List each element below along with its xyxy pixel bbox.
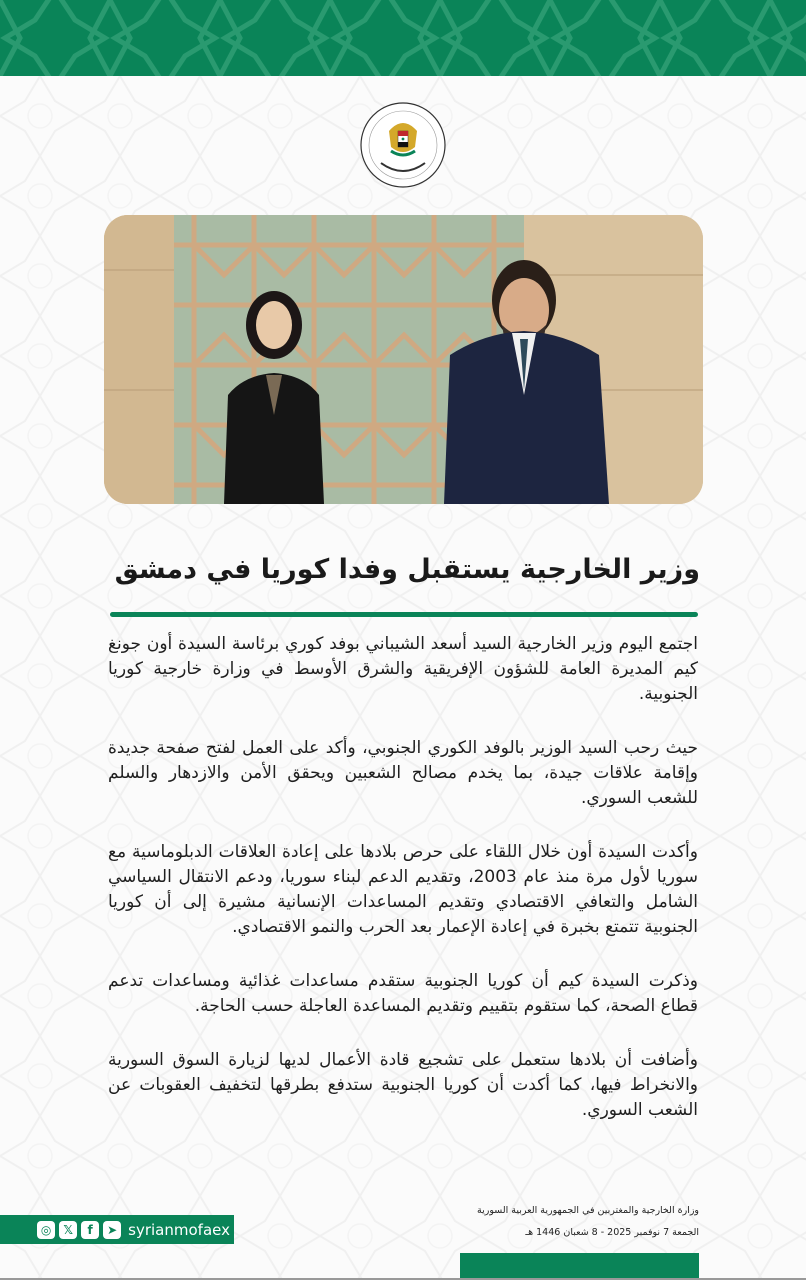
headline: وزير الخارجية يستقبل وفدا كوريا في دمشق: [114, 554, 700, 585]
headline-divider: [110, 612, 698, 617]
instagram-icon[interactable]: ◎: [37, 1221, 55, 1239]
banner-pattern: [0, 0, 806, 76]
top-banner: [0, 0, 806, 76]
photo-illustration: [104, 215, 703, 504]
paragraph: وأكدت السيدة أون خلال اللقاء على حرص بلادها على إعادة العلاقات الدبلوماسية مع سوريا لأول مرة منذ عام 2003، وتقديم الدعم لبناء سوريا، ودعم الانتقال السياسي الشامل والتعافي الاقتصادي وتقديم المساعدات الإنسانية مشيرة إلى أن كوريا الجنوبية تتمتع بخبرة في إعادة الإعمار بعد الحرب والنمو الاقتصادي.: [108, 842, 698, 937]
paragraph: وأضافت أن بلادها ستعمل على تشجيع قادة الأعمال لديها لزيارة السوق السورية والانخراط فيها، كما أكدت أن كوريا الجنوبية ستدفع بطرقها لتخفيف العقوبات عن الشعب السوري.: [108, 1050, 698, 1120]
footer-info: [439, 1200, 699, 1244]
telegram-icon[interactable]: ➤: [103, 1221, 121, 1239]
facebook-icon[interactable]: f: [81, 1221, 99, 1239]
paragraph: وذكرت السيدة كيم أن كوريا الجنوبية ستقدم مساعدات غذائية ومساعدات تدعم قطاع الصحة، كما ستقوم بتقييم وتقديم المساعدة العاجلة حسب الحاجة.: [108, 971, 698, 1016]
footer-green-block: [460, 1253, 699, 1280]
publish-date: الجمعة 7 نوفمبر 2025 - 8 شعبان 1446 هـ: [525, 1227, 699, 1238]
social-handle[interactable]: syrianmofaex: [128, 1220, 230, 1239]
paragraph: اجتمع اليوم وزير الخارجية السيد أسعد الشيباني بوفد كوري برئاسة السيدة أون جونغ كيم المديرة العامة للشؤون الإفريقية والشرق الأوسط في وزارة خارجية كوريا الجنوبية.: [108, 634, 698, 704]
social-bar: [0, 1215, 234, 1244]
article-body: [108, 632, 698, 1152]
x-icon[interactable]: 𝕏: [59, 1221, 77, 1239]
ministry-emblem-logo: [359, 101, 447, 189]
ministry-name: وزارة الخارجية والمغتربين في الجمهورية العربية السورية: [477, 1205, 699, 1216]
meeting-photo: [104, 215, 703, 504]
paragraph: حيث رحب السيد الوزير بالوفد الكوري الجنوبي، وأكد على العمل لفتح صفحة جديدة وإقامة علاقات جيدة، بما يخدم مصالح الشعبين ويحقق الأمن والازدهار والسلم للشعب السوري.: [108, 738, 698, 808]
